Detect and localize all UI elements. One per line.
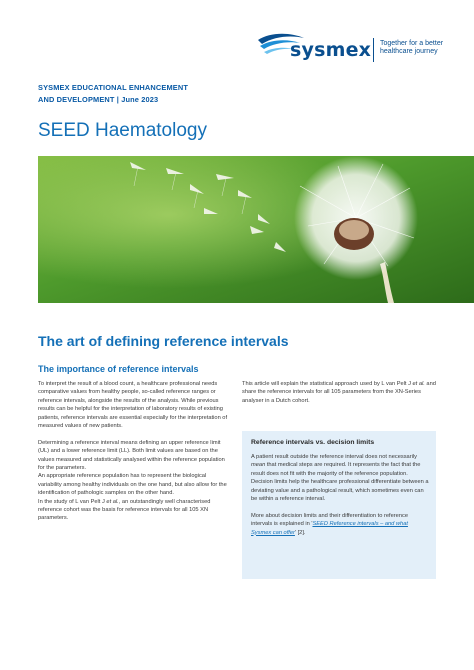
paragraph [242, 380, 438, 405]
paragraph [251, 512, 429, 537]
paragraph [251, 453, 429, 503]
text-span: , an outstandingly well characterised reference cohort was the basis for reference intervals for all 105 XN parameters. [38, 498, 211, 522]
text-span: This article will explain the statistical approach used by L van Pelt J [242, 381, 413, 387]
text-span: In the study of L van Pelt J [38, 498, 107, 505]
paragraph: Determining a reference interval means defining an upper reference limit (UL) and a lower reference limit (LL). Both limit values are based on the values measured and statistically analysed within the reference population for the parameters. [38, 439, 225, 472]
paragraph: An appropriate reference population has to represent the biological variability among healthy individuals on the one hand, but also allow for the identification of pathologic samples on the other hand. [38, 473, 227, 497]
logo-wordmark: sysmex [290, 39, 372, 61]
text-span: and share the reference intervals for all 105 parameters from the XN-Series analyser in a Dutch cohort. [242, 381, 436, 404]
series-label-line-1: SYSMEX EDUCATIONAL ENHANCEMENT [38, 83, 188, 92]
paragraph: To interpret the result of a blood count, a healthcare professional needs comparative values from healthy people, so-called reference ranges or reference intervals, alongside the results of the analysis. While previous results can be helpful for the interpretation of laboratory results of existing patients, reference intervals are essential especially for the interpretation of measured values of new patients. [38, 381, 228, 430]
et-al-text: et al. [106, 498, 119, 505]
tagline-line-2: healthcare journey [380, 48, 438, 55]
dandelion-photo [38, 156, 474, 303]
logo-divider [373, 38, 374, 62]
text-span: More about decision limits and their differentiation to reference intervals is explained in ' [251, 512, 409, 528]
text-span: that medical steps are required. It represents the fact that the result does not fit with the majority of the reference population. Decision limits help the healthcare professional differentiate between a deviating value and a pathological result, which sometimes even can be within a reference interval. [251, 462, 429, 503]
left-column [38, 380, 230, 531]
right-column [242, 380, 438, 414]
hero-image [38, 156, 474, 303]
sysmex-logo [256, 28, 466, 68]
paragraph [38, 498, 230, 523]
series-label [38, 82, 298, 106]
logo-tagline [380, 40, 470, 56]
text-span: ' [2]. [294, 529, 306, 536]
emphasis-text: mean [251, 462, 266, 469]
section-heading: The importance of reference intervals [38, 364, 199, 374]
article-subtitle: The art of defining reference intervals [38, 333, 289, 349]
text-span: A patient result outside the reference interval does not necessarily [251, 454, 417, 460]
series-label-line-2: AND DEVELOPMENT | June 2023 [38, 95, 159, 104]
reference-link[interactable]: SEED Reference intervals – and what Sysmex can offer [251, 521, 408, 536]
info-box-heading: Reference intervals vs. decision limits [251, 439, 375, 446]
tagline-line-1: Together for a better [380, 40, 444, 47]
info-box-body [251, 453, 429, 545]
info-box [242, 431, 436, 579]
et-al-text: et al. [412, 381, 425, 387]
document-title: SEED Haematology [38, 120, 207, 141]
